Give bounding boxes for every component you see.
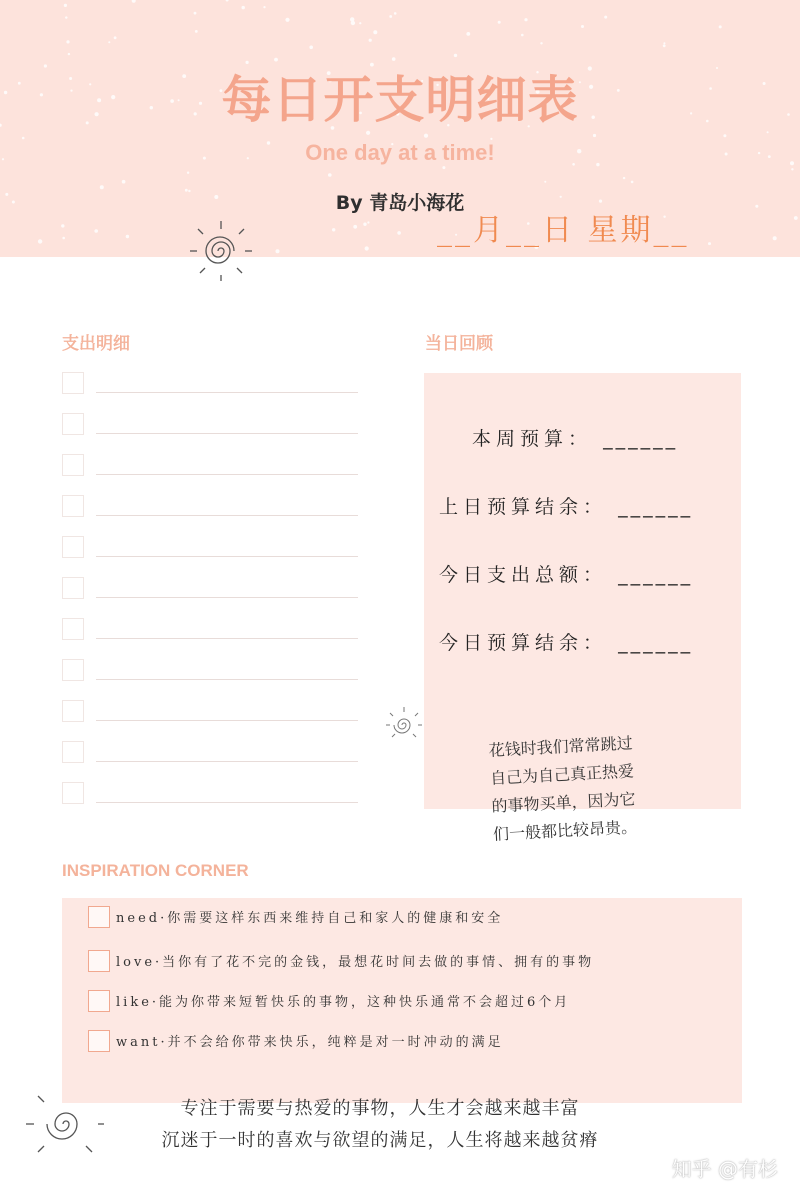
want-text: want·并不会给你带来快乐，纯粹是对一时冲动的满足 [116, 1035, 504, 1050]
footer-quote-line-2: 沉迷于一时的喜欢与欲望的满足，人生将越来越贫瘠 [161, 1130, 599, 1151]
expense-checkbox[interactable] [62, 536, 84, 558]
expense-checkbox[interactable] [62, 659, 84, 681]
expense-row [62, 577, 362, 618]
like-text: like·能为你带来短暂快乐的事物，这种快乐通常不会超过6个月 [116, 995, 571, 1010]
date-fill-line: __月__日 星期__ [437, 213, 690, 248]
prev-day-balance-blank[interactable]: ______ [618, 496, 694, 518]
today-total-label: 今日支出总额： [439, 564, 608, 586]
expense-entry-line[interactable] [96, 392, 358, 393]
expense-entry-line[interactable] [96, 556, 358, 557]
weekly-budget-row [472, 424, 678, 451]
today-total-row [439, 560, 693, 587]
expense-list [62, 372, 362, 823]
expense-entry-line[interactable] [96, 515, 358, 516]
expense-checkbox[interactable] [62, 577, 84, 599]
review-section-title: 当日回顾 [425, 334, 493, 354]
expense-entry-line[interactable] [96, 679, 358, 680]
expense-row [62, 454, 362, 495]
expense-checkbox[interactable] [62, 413, 84, 435]
expense-checkbox[interactable] [62, 700, 84, 722]
love-text: love·当你有了花不完的金钱，最想花时间去做的事情、拥有的事物 [116, 955, 595, 970]
expense-row [62, 659, 362, 700]
expense-checkbox[interactable] [62, 454, 84, 476]
expense-entry-line[interactable] [96, 474, 358, 475]
quote-line: 的事物买单，因为它 [491, 789, 636, 816]
expense-checkbox[interactable] [62, 782, 84, 804]
watermark: 知乎 @有杉 [671, 1157, 778, 1181]
expense-checkbox[interactable] [62, 741, 84, 763]
expense-entry-line[interactable] [96, 761, 358, 762]
expense-row [62, 536, 362, 577]
small-swirl-doodle-icon [384, 704, 424, 744]
quote-line: 们一般都比较昂贵。 [492, 817, 638, 844]
expense-checkbox[interactable] [62, 372, 84, 394]
quote-line: 花钱时我们常常跳过 [488, 733, 634, 760]
expense-row [62, 372, 362, 413]
expense-row [62, 700, 362, 741]
expense-entry-line[interactable] [96, 720, 358, 721]
page-title: 每日开支明细表 [221, 71, 579, 129]
author-byline: By 青岛小海花 [335, 192, 465, 214]
expense-section-title: 支出明细 [62, 334, 130, 354]
expense-row [62, 782, 362, 823]
need-checkbox[interactable] [88, 906, 110, 928]
want-checkbox[interactable] [88, 1030, 110, 1052]
expense-checkbox[interactable] [62, 495, 84, 517]
need-text: need·你需要这样东西来维持自己和家人的健康和安全 [116, 911, 504, 926]
expense-row [62, 618, 362, 659]
prev-day-balance-label: 上日预算结余： [439, 496, 608, 518]
expense-entry-line[interactable] [96, 802, 358, 803]
like-checkbox[interactable] [88, 990, 110, 1012]
today-balance-row [439, 628, 693, 655]
inspiration-section-title: INSPIRATION CORNER [62, 861, 249, 880]
love-checkbox[interactable] [88, 950, 110, 972]
footer-quote-line-1: 专注于需要与热爱的事物，人生才会越来越丰富 [180, 1098, 580, 1119]
weekly-budget-blank[interactable]: ______ [603, 428, 679, 450]
expense-entry-line[interactable] [96, 597, 358, 598]
handwritten-quote [488, 726, 704, 849]
swirl-doodle-icon [186, 215, 256, 285]
today-balance-blank[interactable]: ______ [618, 632, 694, 654]
expense-entry-line[interactable] [96, 433, 358, 434]
expense-row [62, 413, 362, 454]
expense-entry-line[interactable] [96, 638, 358, 639]
weekly-budget-label: 本周预算： [472, 428, 593, 450]
today-balance-label: 今日预算结余： [439, 632, 608, 654]
expense-row [62, 495, 362, 536]
quote-line: 自己为自己真正热爱 [489, 761, 635, 788]
prev-day-balance-row [439, 492, 693, 519]
expense-checkbox[interactable] [62, 618, 84, 640]
page-subtitle: One day at a time! [305, 140, 495, 165]
expense-row [62, 741, 362, 782]
header-banner [0, 0, 800, 257]
today-total-blank[interactable]: ______ [618, 564, 694, 586]
